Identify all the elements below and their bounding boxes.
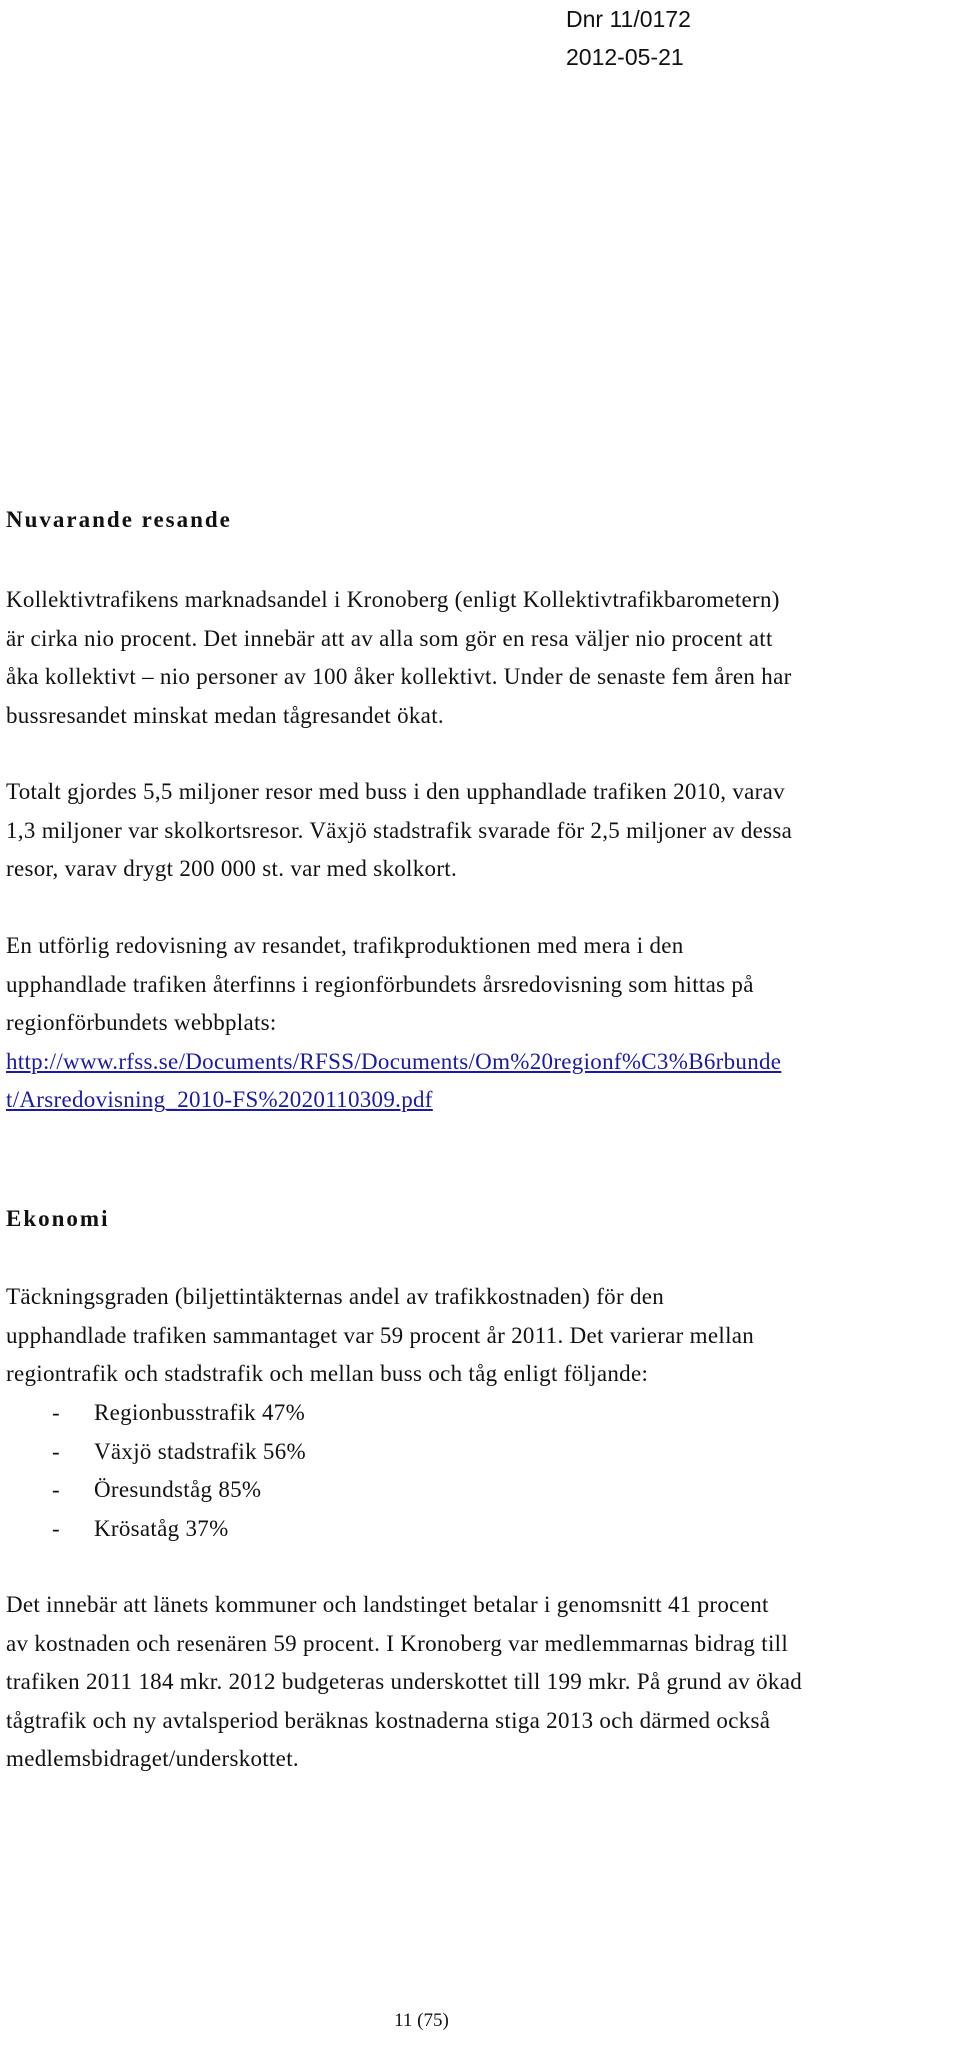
link-line: t/Arsredovisning_2010-FS%2020110309.pdf [6, 1087, 433, 1112]
text-line: 1,3 miljoner var skolkortsresor. Växjö stadstrafik svarade för 2,5 miljoner av dessa [6, 817, 793, 843]
list-item [6, 1510, 952, 1549]
text-line: Totalt gjordes 5,5 miljoner resor med buss i den upphandlade trafiken 2010, varav [6, 779, 785, 804]
list-item [6, 1433, 952, 1472]
paragraph-kostnader [6, 1586, 952, 1779]
text-line: bussresandet minskat medan tågresandet ökat. [6, 702, 444, 728]
list-item-text: Öresundståg 85% [94, 1477, 262, 1502]
list-item [6, 1471, 952, 1510]
tackningsgrad-list [6, 1394, 952, 1548]
text-line: medlemsbidraget/underskottet. [6, 1746, 299, 1771]
text-line: upphandlade trafiken sammantaget var 59 procent år 2011. Det varierar mellan [6, 1322, 755, 1348]
text-line: Täckningsgraden (biljettintäkternas andel av trafikkostnaden) för den [6, 1284, 665, 1309]
document-date: 2012-05-21 [566, 44, 684, 70]
list-dash: - [52, 1438, 60, 1464]
paragraph-marknadsandel [6, 581, 952, 735]
list-item-text: Krösatåg 37% [94, 1515, 229, 1541]
paragraph-redovisning [6, 927, 952, 1120]
link-line: http://www.rfss.se/Documents/RFSS/Documents/Om%20regionf%C3%B6rbunde [6, 1048, 782, 1074]
text-line: regionförbundets webbplats: [6, 1010, 277, 1035]
text-line: trafiken 2011 184 mkr. 2012 budgeteras underskottet till 199 mkr. På grund av ökad [6, 1669, 803, 1694]
list-dash: - [52, 1400, 60, 1425]
list-item-text: Växjö stadstrafik 56% [94, 1438, 306, 1464]
list-dash: - [52, 1477, 60, 1502]
section-heading-nuvarande-resande: Nuvarande resande [6, 507, 232, 532]
text-line: En utförlig redovisning av resandet, trafikproduktionen med mera i den [6, 933, 684, 958]
text-line: upphandlade trafiken återfinns i regionförbundets årsredovisning som hittas på [6, 971, 754, 997]
list-dash: - [52, 1515, 60, 1541]
text-line: är cirka nio procent. Det innebär att av alla som gör en resa väljer nio procent att [6, 625, 773, 651]
paragraph-totalt-resor [6, 773, 952, 889]
paragraph-tackningsgrad [6, 1278, 952, 1394]
text-line: Kollektivtrafikens marknadsandel i Kronoberg (enligt Kollektivtrafikbarometern) [6, 587, 780, 612]
text-line: Det innebär att länets kommuner och landstinget betalar i genomsnitt 41 procent [6, 1592, 769, 1617]
text-line: åka kollektivt – nio personer av 100 åker kollektivt. Under de senaste fem åren har [6, 664, 792, 689]
page-number: 11 (75) [394, 2010, 449, 2031]
text-line: regiontrafik och stadstrafik och mellan buss och tåg enligt följande: [6, 1361, 649, 1386]
text-line: av kostnaden och resenären 59 procent. I Kronoberg var medlemmarnas bidrag till [6, 1630, 789, 1656]
list-item [6, 1394, 952, 1433]
text-line: tågtrafik och ny avtalsperiod beräknas kostnaderna stiga 2013 och därmed också [6, 1707, 771, 1733]
document-number: Dnr 11/0172 [566, 6, 691, 32]
document-header [566, 0, 746, 76]
section-heading-ekonomi: Ekonomi [6, 1206, 110, 1231]
list-item-text: Regionbusstrafik 47% [94, 1400, 306, 1425]
text-line: resor, varav drygt 200 000 st. var med skolkort. [6, 856, 458, 881]
arsredovisning-link[interactable] [6, 1043, 952, 1120]
